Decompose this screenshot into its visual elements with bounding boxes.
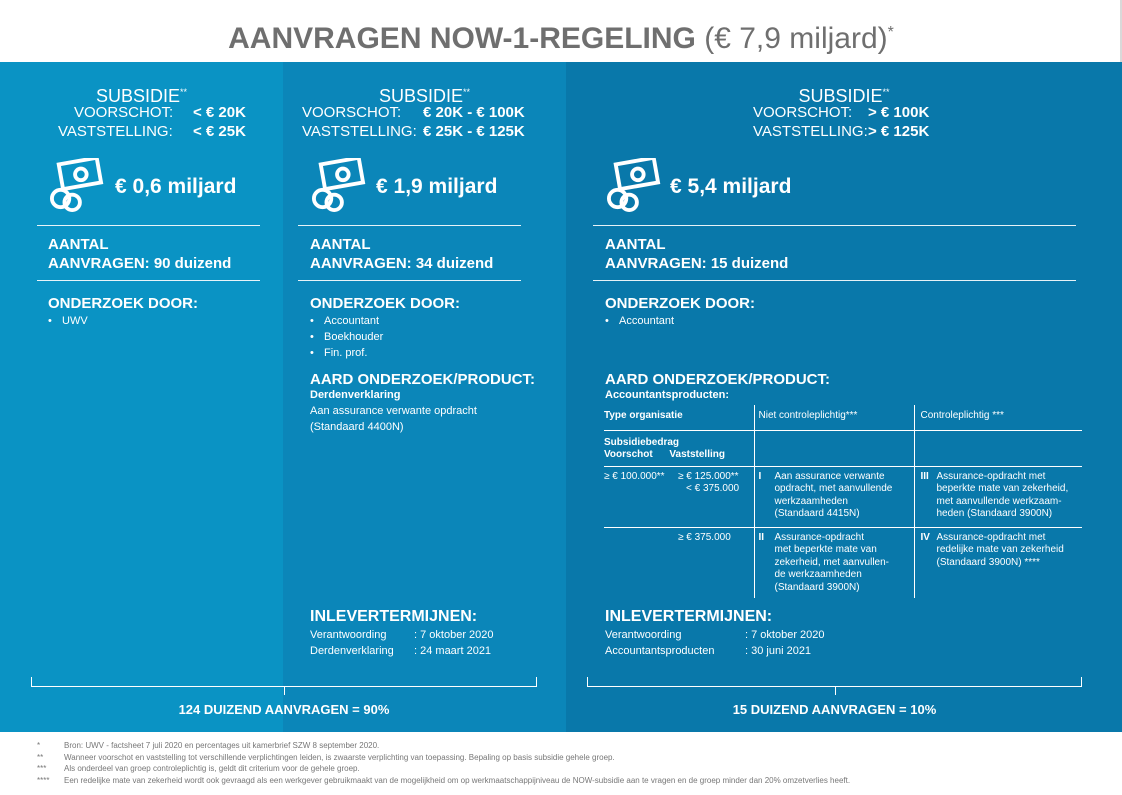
cell-controleplichtig: IV Assurance-opdracht met redelijke mate van zekerheid (Standaard 3900N) **** bbox=[914, 527, 1082, 598]
vaststelling-value: < € 25K bbox=[193, 123, 246, 140]
aard-line: Aan assurance verwante opdracht bbox=[310, 405, 477, 417]
onderzoek-heading: ONDERZOEK DOOR: bbox=[310, 295, 460, 312]
divider bbox=[37, 225, 260, 226]
voorschot-value: > € 100K bbox=[868, 104, 930, 121]
bracket-right bbox=[587, 677, 1082, 687]
total-left: 124 DUIZEND AANVRAGEN = 90% bbox=[178, 702, 390, 717]
money-coins-icon bbox=[48, 158, 106, 212]
header-type: Type organisatie bbox=[604, 405, 754, 430]
inlever-value: : 24 maart 2021 bbox=[414, 645, 492, 657]
inlever-value: : 30 juni 2021 bbox=[745, 645, 812, 657]
amount: € 5,4 miljard bbox=[670, 175, 792, 198]
aard-heading: AARD ONDERZOEK/PRODUCT: bbox=[310, 371, 535, 388]
inlever-label: Verantwoording bbox=[605, 629, 682, 641]
inlever-label: Verantwoording bbox=[310, 629, 387, 641]
subsidie-heading: SUBSIDIE** bbox=[798, 86, 890, 106]
footnote: * Bron: UWV - factsheet 7 juli 2020 en percentages uit kamerbrief SZW 8 september 2020. bbox=[37, 741, 380, 750]
onderzoek-list bbox=[603, 313, 674, 329]
table-subheader-row bbox=[604, 430, 1082, 466]
divider bbox=[37, 280, 260, 281]
footnote: ** Wanneer voorschot en vaststelling tot verschillende verplichtingen leiden, is zwaarste verplichting van toepassing. Bepaling op basis subsidie gehele groep. bbox=[37, 752, 615, 762]
table-row bbox=[604, 466, 1082, 527]
inlever-heading: INLEVERTERMIJNEN: bbox=[605, 608, 773, 625]
aard-heading: AARD ONDERZOEK/PRODUCT: bbox=[605, 371, 830, 388]
money-coins-icon bbox=[310, 158, 368, 212]
subsidie-heading: SUBSIDIE** bbox=[95, 86, 188, 106]
inlever-value: : 7 oktober 2020 bbox=[745, 629, 825, 641]
bracket-left bbox=[31, 677, 537, 687]
header-niet-controleplichtig: Niet controleplichtig*** bbox=[754, 405, 914, 430]
divider bbox=[298, 280, 521, 281]
header-controleplichtig: Controleplichtig *** bbox=[914, 405, 1082, 430]
accountant-products-table bbox=[604, 405, 1082, 598]
aantal-label: AANTAL AANVRAGEN: 90 duizend bbox=[48, 236, 232, 272]
list-item: • Fin. prof. bbox=[308, 345, 383, 361]
cell-controleplichtig: III Assurance-opdracht met beperkte mate van zekerheid, met aanvullende werkzaam- heden (Standaard 3900N) bbox=[914, 466, 1082, 527]
table-header-row bbox=[604, 405, 1082, 430]
cell-vaststelling: ≥ € 375.000 bbox=[678, 531, 731, 543]
footnote: **** Een redelijke mate van zekerheid wordt ook gevraagd als een werkgever gebruikmaakt van de mogelijkheid om op werkmaatschappijniveau de NOW-subsidie aan te vragen en de groep minder dan 20% omzetverlies heeft. bbox=[37, 775, 851, 785]
aantal-label: AANTAL AANVRAGEN: 34 duizend bbox=[310, 236, 494, 272]
total-right: 15 DUIZEND AANVRAGEN = 10% bbox=[732, 702, 937, 717]
inlever-label: Derdenverklaring bbox=[310, 645, 394, 657]
onderzoek-list bbox=[46, 313, 88, 329]
empty-cell bbox=[914, 430, 1082, 466]
vaststelling-row: VASTSTELLING: bbox=[58, 123, 173, 140]
divider bbox=[298, 225, 521, 226]
onderzoek-heading: ONDERZOEK DOOR: bbox=[48, 295, 198, 312]
vaststelling-value: > € 125K bbox=[868, 123, 930, 140]
onderzoek-heading: ONDERZOEK DOOR: bbox=[605, 295, 755, 312]
inlever-value: : 7 oktober 2020 bbox=[414, 629, 494, 641]
column-small bbox=[0, 62, 283, 732]
list-item: • UWV bbox=[46, 313, 88, 329]
voorschot-value: < € 20K bbox=[193, 104, 246, 121]
cell-niet-controleplichtig: I Aan assurance verwante opdracht, met aanvullende werkzaamheden (Standaard 4415N) bbox=[754, 466, 914, 527]
voorschot-row: VOORSCHOT: bbox=[753, 104, 853, 121]
table-row bbox=[604, 527, 1082, 598]
cell-voorschot: ≥ € 100.000** bbox=[604, 466, 678, 527]
subsidie-heading: SUBSIDIE** bbox=[378, 86, 471, 106]
cell-niet-controleplichtig: II Assurance-opdracht met beperkte mate van zekerheid, met aanvullen- de werkzaamheden (Standaard 3900N) bbox=[754, 527, 914, 598]
empty-cell bbox=[754, 430, 914, 466]
list-item: • Boekhouder bbox=[308, 329, 383, 345]
cell-voorschot bbox=[604, 527, 678, 598]
aantal-label: AANTAL AANVRAGEN: 15 duizend bbox=[605, 236, 789, 272]
inlever-label: Accountantsproducten bbox=[605, 645, 715, 657]
vaststelling-row: VASTSTELLING: bbox=[302, 123, 417, 140]
vaststelling-row: VASTSTELLING: bbox=[753, 123, 868, 140]
divider bbox=[593, 280, 1076, 281]
aard-subheading: Accountantsproducten: bbox=[605, 389, 730, 401]
onderzoek-list bbox=[308, 313, 383, 361]
voorschot-value: € 20K - € 100K bbox=[423, 104, 525, 121]
vaststelling-value: € 25K - € 125K bbox=[423, 123, 525, 140]
page-title: AANVRAGEN NOW-1-REGELING (€ 7,9 miljard)* bbox=[228, 22, 894, 55]
amount: € 1,9 miljard bbox=[376, 175, 498, 198]
aard-subheading: Derdenverklaring bbox=[310, 389, 401, 401]
cell-vaststelling: ≥ € 125.000** < € 375.000 bbox=[678, 466, 754, 527]
footnote: *** Als onderdeel van groep controleplichtig is, geldt dit criterium voor de gehele groep. bbox=[37, 764, 360, 773]
list-item: • Accountant bbox=[308, 313, 383, 329]
voorschot-row: VOORSCHOT: bbox=[302, 104, 402, 121]
divider bbox=[593, 225, 1076, 226]
money-coins-icon bbox=[605, 158, 663, 212]
amount: € 0,6 miljard bbox=[115, 175, 237, 198]
header-subsidiebedrag: Subsidiebedrag Voorschot Vaststelling bbox=[604, 430, 754, 466]
aard-line: (Standaard 4400N) bbox=[310, 421, 404, 433]
voorschot-row: VOORSCHOT: bbox=[74, 104, 174, 121]
list-item: • Accountant bbox=[603, 313, 674, 329]
inlever-heading: INLEVERTERMIJNEN: bbox=[310, 608, 478, 625]
footnotes bbox=[37, 740, 1097, 786]
